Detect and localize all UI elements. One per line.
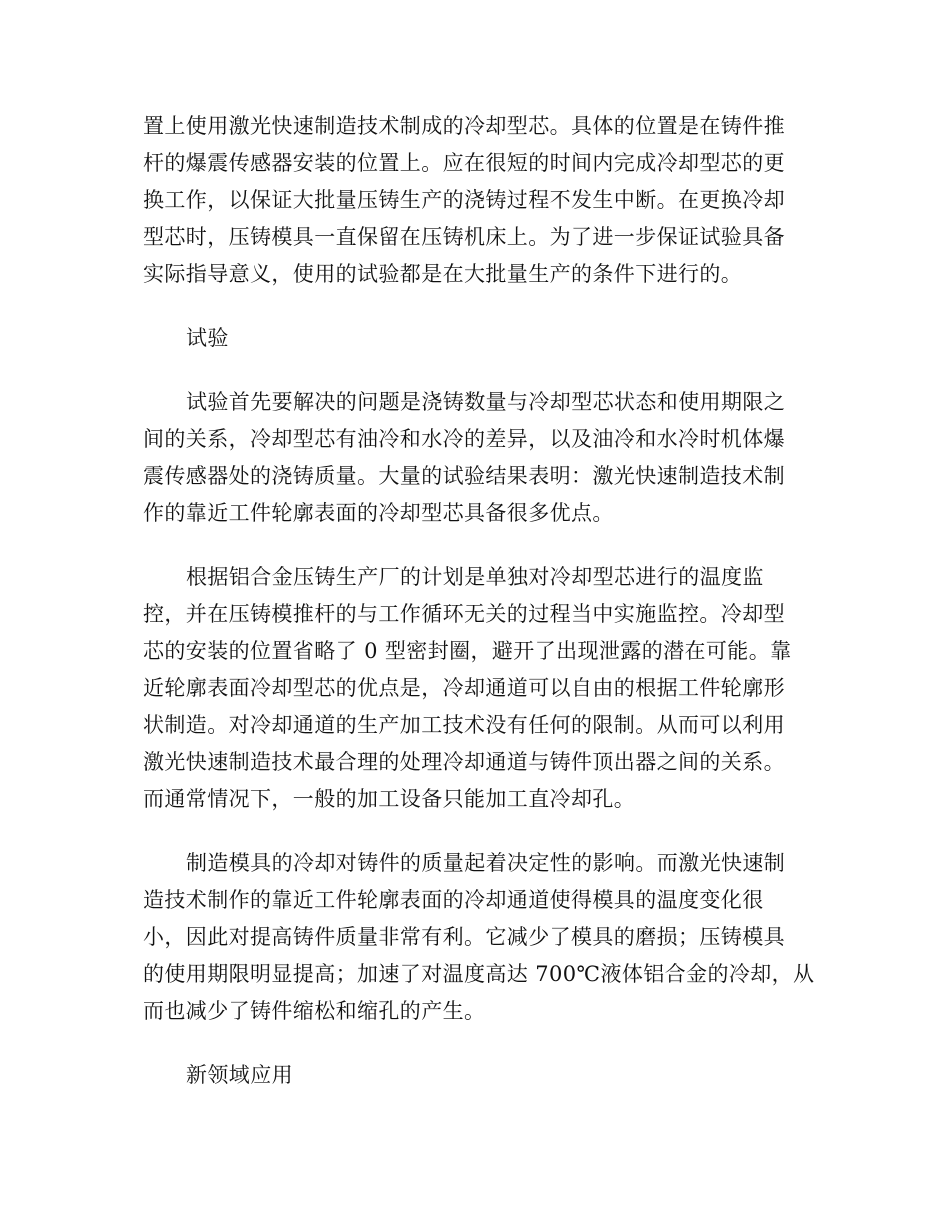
text-line: 型芯时，压铸模具一直保留在压铸机床上。为了进一步保证试验具备 [143,225,785,249]
text-line: 杆的爆震传感器安装的位置上。应在很短的时间内完成冷却型芯的更 [143,151,785,175]
text-line: 芯的安装的位置省略了 0 型密封圈，避开了出现泄露的潜在可能。靠 [143,639,792,663]
text-line: 造技术制作的靠近工件轮廓表面的冷却通道使得模具的温度变化很 [143,888,764,912]
text-line: 激光快速制造技术最合理的处理冷却通道与铸件顶出器之间的关系。 [143,750,785,774]
paragraph-test-results [143,384,809,532]
text-line: 作的靠近工件轮廓表面的冷却型芯具备很多优点。 [143,501,614,525]
text-line: 控，并在压铸模推杆的与工作循环无关的过程当中实施监控。冷却型 [143,602,785,626]
text-line: 制造模具的冷却对铸件的质量起着决定性的影响。而激光快速制 [186,851,786,875]
document-body [143,108,815,1094]
text-line: 近轮廓表面冷却型芯的优点是，冷却通道可以自由的根据工件轮廓形 [143,676,785,700]
text-line: 间的关系，冷却型芯有油冷和水冷的差异，以及油冷和水冷时机体爆 [143,427,785,451]
text-line: 实际指导意义，使用的试验都是在大批量生产的条件下进行的。 [143,262,743,286]
text-line: 换工作，以保证大批量压铸生产的浇铸过程不发生中断。在更换冷却 [143,188,785,212]
paragraph-temperature-monitoring [143,559,809,818]
paragraph-mold-cooling-quality [143,845,815,1030]
text-line: 根据铝合金压铸生产厂的计划是单独对冷却型芯进行的温度监 [186,565,764,589]
text-line: 小，因此对提高铸件质量非常有利。它减少了模具的磨损；压铸模具 [143,925,785,949]
text-line: 的使用期限明显提高；加速了对温度高达 700℃液体铝合金的冷却，从 [143,962,815,986]
paragraph-cooling-core-placement [143,108,809,293]
text-line: 置上使用激光快速制造技术制成的冷却型芯。具体的位置是在铸件推 [143,114,785,138]
section-heading-test: 试验 [186,326,229,350]
text-line: 而通常情况下，一般的加工设备只能加工直冷却孔。 [143,787,636,811]
text-line: 震传感器处的浇铸质量。大量的试验结果表明：激光快速制造技术制 [143,464,785,488]
text-line: 试验首先要解决的问题是浇铸数量与冷却型芯状态和使用期限之 [186,390,786,414]
text-line: 而也减少了铸件缩松和缩孔的产生。 [143,999,486,1023]
section-heading-new-applications: 新领域应用 [186,1063,293,1087]
text-line: 状制造。对冷却通道的生产加工技术没有任何的限制。从而可以利用 [143,713,785,737]
